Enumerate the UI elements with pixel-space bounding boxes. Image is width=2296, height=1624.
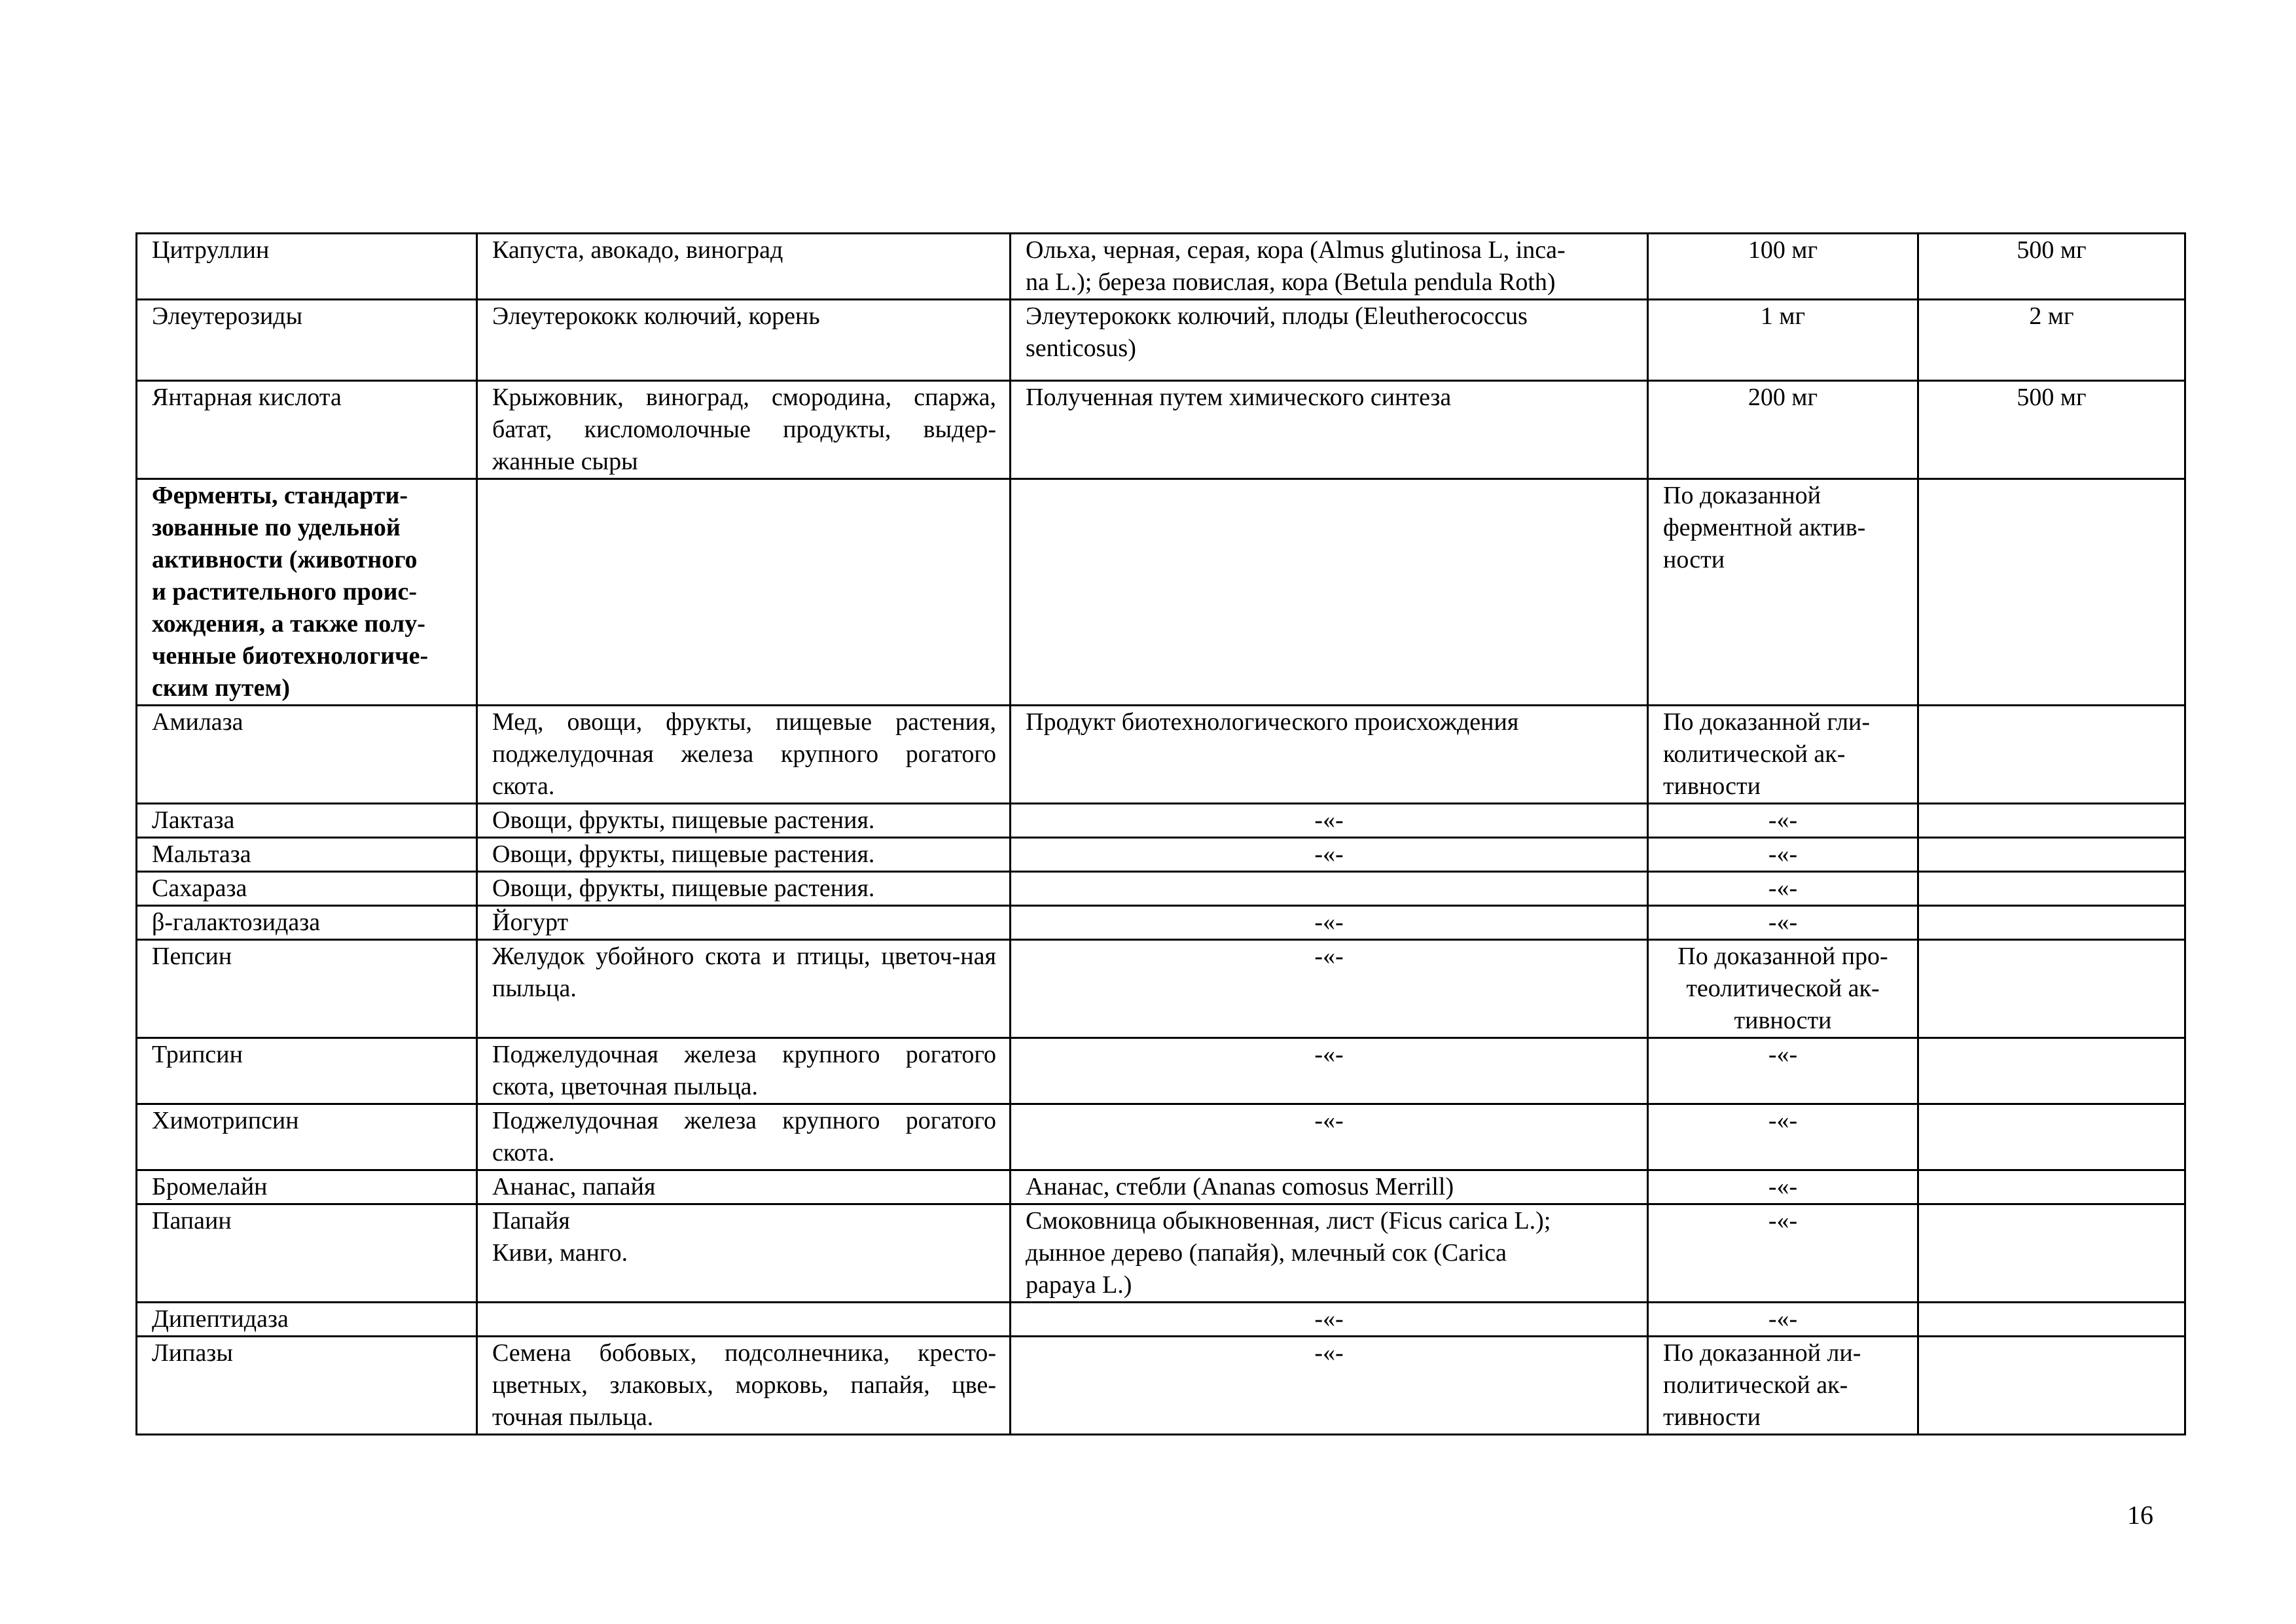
food-source-cell: Поджелудочная железа крупного рогатого скота, цветочная пыльца. — [477, 1038, 1011, 1104]
name-cell: Лактаза — [137, 804, 477, 838]
food-source-cell — [477, 1303, 1011, 1337]
food-source-cell: Поджелудочная железа крупного рогатого скота. — [477, 1104, 1011, 1170]
raw-material-cell: -«- — [1011, 804, 1648, 838]
raw-material-cell — [1011, 479, 1648, 706]
adequate-level-cell: -«- — [1648, 1204, 1918, 1303]
name-cell: Папаин — [137, 1204, 477, 1303]
name-cell: Сахараза — [137, 872, 477, 906]
raw-material-cell: Продукт биотехнологического происхождения — [1011, 706, 1648, 804]
adequate-level-cell: -«- — [1648, 804, 1918, 838]
upper-level-cell — [1918, 1204, 2185, 1303]
adequate-level-cell: -«- — [1648, 1038, 1918, 1104]
table-row — [137, 1038, 2185, 1104]
substances-table — [135, 232, 2186, 1435]
table-row — [137, 706, 2185, 804]
adequate-level-cell: По доказанной гли- колитической ак- тивности — [1648, 706, 1918, 804]
adequate-level-cell: По доказанной про- теолитической ак- тивности — [1648, 940, 1918, 1038]
name-cell: Пепсин — [137, 940, 477, 1038]
adequate-level-cell: -«- — [1648, 872, 1918, 906]
name-cell: Трипсин — [137, 1038, 477, 1104]
table-row — [137, 381, 2185, 479]
name-cell: Цитруллин — [137, 234, 477, 300]
table-row — [137, 1337, 2185, 1435]
upper-level-cell — [1918, 1170, 2185, 1204]
raw-material-cell: -«- — [1011, 1038, 1648, 1104]
name-cell: Ферменты, стандарти- зованные по удельной активности (животного и растительного проис- хождения, а также полу- ченные биотехнологиче- ским путем) — [137, 479, 477, 706]
name-cell: Амилаза — [137, 706, 477, 804]
name-cell: β-галактозидаза — [137, 906, 477, 940]
upper-level-cell — [1918, 1104, 2185, 1170]
name-cell: Элеутерозиды — [137, 300, 477, 381]
adequate-level-cell: 200 мг — [1648, 381, 1918, 479]
raw-material-cell: -«- — [1011, 1337, 1648, 1435]
adequate-level-cell: 100 мг — [1648, 234, 1918, 300]
upper-level-cell — [1918, 1303, 2185, 1337]
food-source-cell: Ананас, папайя — [477, 1170, 1011, 1204]
table-row — [137, 838, 2185, 872]
name-cell: Янтарная кислота — [137, 381, 477, 479]
page-number: 16 — [2127, 1500, 2153, 1530]
adequate-level-cell: -«- — [1648, 1303, 1918, 1337]
raw-material-cell: Ананас, стебли (Ananas comosus Merrill) — [1011, 1170, 1648, 1204]
adequate-level-cell: По доказанной ферментной актив- ности — [1648, 479, 1918, 706]
upper-level-cell — [1918, 804, 2185, 838]
food-source-cell — [477, 479, 1011, 706]
raw-material-cell: Элеутерококк колючий, плоды (Eleutherococcus senticosus) — [1011, 300, 1648, 381]
food-source-cell: Йогурт — [477, 906, 1011, 940]
upper-level-cell — [1918, 906, 2185, 940]
raw-material-cell: -«- — [1011, 940, 1648, 1038]
food-source-cell: Крыжовник, виноград, смородина, спаржа, батат, кисломолочные продукты, выдер-жанные сыры — [477, 381, 1011, 479]
raw-material-cell: -«- — [1011, 1104, 1648, 1170]
table-row — [137, 234, 2185, 300]
upper-level-cell: 500 мг — [1918, 381, 2185, 479]
upper-level-cell — [1918, 838, 2185, 872]
raw-material-cell — [1011, 872, 1648, 906]
upper-level-cell: 2 мг — [1918, 300, 2185, 381]
food-source-cell: Овощи, фрукты, пищевые растения. — [477, 838, 1011, 872]
food-source-cell: Желудок убойного скота и птицы, цветоч-ная пыльца. — [477, 940, 1011, 1038]
raw-material-cell: -«- — [1011, 906, 1648, 940]
food-source-cell: Мед, овощи, фрукты, пищевые растения, поджелудочная железа крупного рогатого скота. — [477, 706, 1011, 804]
table-row — [137, 300, 2185, 381]
table-row — [137, 804, 2185, 838]
adequate-level-cell: По доказанной ли- политической ак- тивности — [1648, 1337, 1918, 1435]
name-cell: Химотрипсин — [137, 1104, 477, 1170]
food-source-cell: Папайя Киви, манго. — [477, 1204, 1011, 1303]
adequate-level-cell: 1 мг — [1648, 300, 1918, 381]
food-source-cell: Овощи, фрукты, пищевые растения. — [477, 804, 1011, 838]
upper-level-cell — [1918, 940, 2185, 1038]
adequate-level-cell: -«- — [1648, 838, 1918, 872]
food-source-cell: Капуста, авокадо, виноград — [477, 234, 1011, 300]
table-row — [137, 1170, 2185, 1204]
upper-level-cell — [1918, 872, 2185, 906]
food-source-cell: Элеутерококк колючий, корень — [477, 300, 1011, 381]
name-cell: Мальтаза — [137, 838, 477, 872]
adequate-level-cell: -«- — [1648, 1104, 1918, 1170]
upper-level-cell — [1918, 479, 2185, 706]
raw-material-cell: Смоковница обыкновенная, лист (Ficus carica L.); дынное дерево (папайя), млечный сок (Carica papaya L.) — [1011, 1204, 1648, 1303]
raw-material-cell: Ольха, черная, серая, кора (Almus glutinosa L, inca- na L.); береза повислая, кора (Betula pendula Roth) — [1011, 234, 1648, 300]
table-row — [137, 1303, 2185, 1337]
upper-level-cell — [1918, 1337, 2185, 1435]
upper-level-cell — [1918, 1038, 2185, 1104]
upper-level-cell: 500 мг — [1918, 234, 2185, 300]
adequate-level-cell: -«- — [1648, 906, 1918, 940]
upper-level-cell — [1918, 706, 2185, 804]
name-cell: Дипептидаза — [137, 1303, 477, 1337]
name-cell: Липазы — [137, 1337, 477, 1435]
raw-material-cell: Полученная путем химического синтеза — [1011, 381, 1648, 479]
table-row — [137, 1204, 2185, 1303]
raw-material-cell: -«- — [1011, 1303, 1648, 1337]
name-cell: Бромелайн — [137, 1170, 477, 1204]
table-row — [137, 872, 2185, 906]
raw-material-cell: -«- — [1011, 838, 1648, 872]
food-source-cell: Овощи, фрукты, пищевые растения. — [477, 872, 1011, 906]
table-row — [137, 1104, 2185, 1170]
food-source-cell: Семена бобовых, подсолнечника, кресто-цветных, злаковых, морковь, папайя, цве-точная пыльца. — [477, 1337, 1011, 1435]
table-row — [137, 940, 2185, 1038]
table-row — [137, 479, 2185, 706]
table-row — [137, 906, 2185, 940]
adequate-level-cell: -«- — [1648, 1170, 1918, 1204]
